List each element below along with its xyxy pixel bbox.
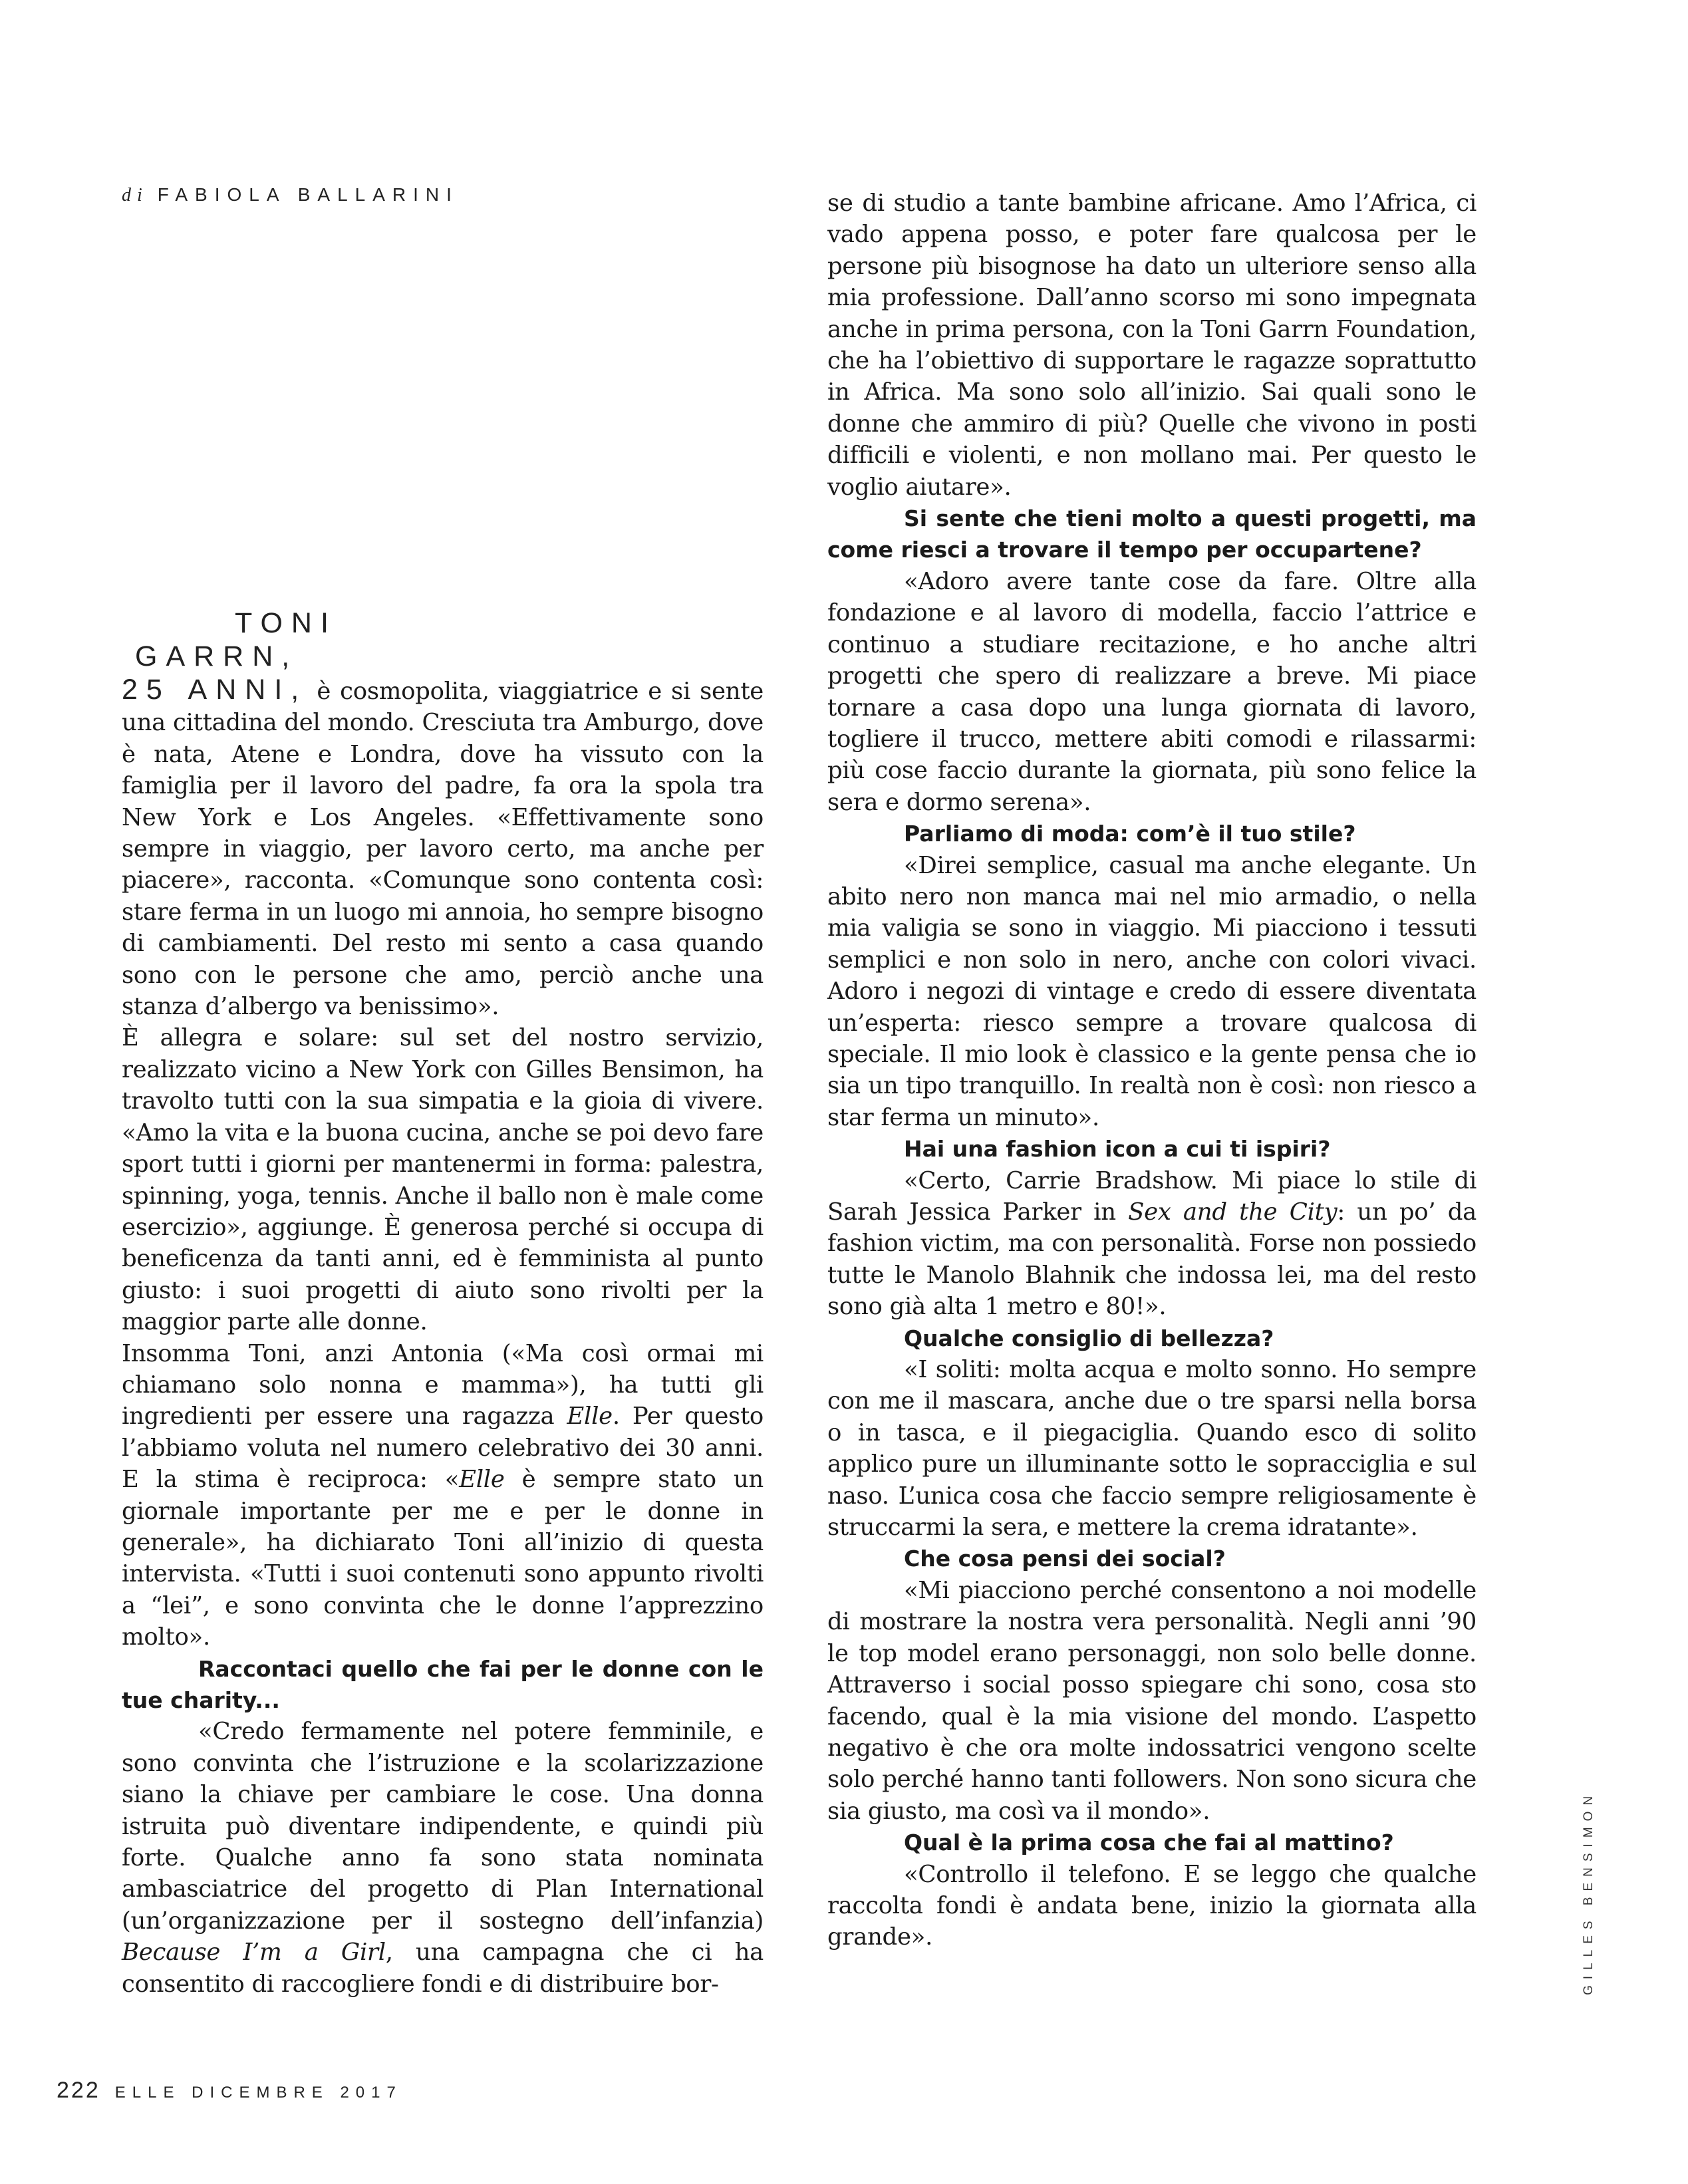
interview-answer <box>122 1716 764 2000</box>
intro-paragraph <box>122 607 764 1022</box>
magazine-name: Elle <box>567 1403 613 1431</box>
interview-answer: se di studio a tante bambine africane. Amo l’Africa, ci vado appena posso, e poter fare qualcosa per le persone più bisognose ha dato un ulteriore senso alla mia professione. Dall’anno scorso mi sono impegnata anche in prima persona, con la Toni Garrn Foundation, che ha l’obiettivo di supportare le ragazze soprattutto in Africa. Ma sono solo all’inizio. Sai quali sono le donne che ammiro di più? Quelle che vivono in posti difficili e violenti, e non mollano mai. Per questo le voglio aiutare». <box>827 190 1477 501</box>
page-number: 222 <box>57 2078 100 2103</box>
interview-question: Raccontaci quello che fai per le donne con le tue charity... <box>122 1655 764 1713</box>
text-run: Insomma Toni, anzi Antonia («Ma così ormai mi chiamano solo nonna e mamma»), ha tutti gli ingredienti per essere una ragazza <box>122 1339 764 1431</box>
byline-prefix: di <box>122 185 148 205</box>
lead-line-2: GARRN, <box>135 640 299 672</box>
interview-question: Qualche consiglio di bellezza? <box>904 1325 1274 1351</box>
magazine-issue: ELLE DICEMBRE 2017 <box>114 2084 402 2102</box>
body-paragraph <box>122 1338 764 1653</box>
interview-answer: «Direi semplice, casual ma anche elegante. Un abito nero non manca mai nel mio armadio, o nella mia valigia se sono in viaggio. Mi piacciono i tessuti semplici e non solo in nero, anche con colori vivaci. Adoro i negozi di vintage e credo di essere diventata un’esperta: riesco sempre a trovare qualcosa di speciale. Il mio look è classico e la gente pensa che io sia un tipo tranquillo. In realtà non è così: non riesco a star ferma un minuto». <box>827 851 1477 1131</box>
byline-author: FABIOLA BALLARINI <box>157 184 459 205</box>
lead-in <box>122 607 764 673</box>
tv-show-title: Sex and the City <box>1128 1198 1337 1226</box>
interview-question: Hai una fashion icon a cui ti ispiri? <box>904 1136 1331 1162</box>
intro-text: è cosmopolita, viaggiatrice e si sente una cittadina del mondo. Cresciuta tra Amburgo, dove è nata, Atene e Londra, dove ha vissuto con la famiglia per il lavoro del padre, fa ora la spola tra New York e Los Angeles. «Effettivamente sono sempre in viaggio, per lavoro certo, ma anche per piacere», racconta. «Comunque sono contenta così: stare ferma in un luogo mi annoia, ho sempre bisogno di cambiamenti. Del resto mi sento a casa quando sono con le persone che amo, perciò anche una stanza d’albergo va benissimo». <box>122 678 764 1021</box>
interview-question: Parliamo di moda: com’è il tuo stile? <box>904 821 1356 847</box>
interview-answer <box>827 1165 1477 1323</box>
interview-answer: «Mi piacciono perché consentono a noi modelle di mostrare la nostra vera personalità. Negli anni ’90 le top model erano personaggi, non solo belle donne. Attraverso i social posso spiegare chi sono, cosa sto facendo, qual è la mia visione del mondo. L’aspetto negativo è che ora molte indossatrici vengono scelte solo perché hanno tanti followers. Non sono sicura che sia giusto, ma così va il mondo». <box>827 1576 1477 1825</box>
magazine-name: Elle <box>459 1466 505 1494</box>
campaign-name: Because I’m a Girl <box>122 1939 386 1967</box>
text-run: : un po’ da fashion victim, ma con personalità. Forse non possiedo tutte le Manolo Blahnik che indossa lei, ma del resto sono già alta 1 metro e 80!». <box>827 1198 1477 1321</box>
interview-answer: «Controllo il telefono. E se leggo che qualche raccolta fondi è andata bene, inizio la giornata alla grande». <box>827 1860 1477 1951</box>
right-column <box>827 188 1477 1953</box>
lead-line-3: 25 ANNI, <box>122 674 308 706</box>
left-column <box>122 607 764 2000</box>
text-run: «Certo, Carrie Bradshow. Mi piace lo stile di Sarah Jessica Parker in <box>827 1166 1477 1226</box>
interview-question: Qual è la prima cosa che fai al mattino? <box>904 1830 1394 1856</box>
interview-answer: «I soliti: molta acqua e molto sonno. Ho sempre con me il mascara, anche due o tre sparsi nella borsa o in tasca, e il piegaciglia. Quando esco di solito applico pure un illuminante sotto le sopracciglia e sul naso. L’unica cosa che faccio sempre religiosamente è struccarmi la sera, e mettere la crema idratante». <box>827 1356 1477 1542</box>
photo-credit: GILLES BENSIMON <box>1582 1790 1596 1995</box>
interview-answer: «Adoro avere tante cose da fare. Oltre alla fondazione e al lavoro di modella, faccio l’attrice e continuo a studiare recitazione, e ho anche altri progetti che spero di realizzare a breve. Mi piace tornare a casa dopo una lunga giornata di lavoro, togliere il trucco, mettere abiti comodi e rilassarmi: più cose faccio durante la giornata, più sono felice la sera e dormo serena». <box>827 567 1477 816</box>
interview-question: Si sente che tieni molto a questi progetti, ma come riesci a trovare il tempo per occupartene? <box>827 505 1477 563</box>
byline <box>122 184 459 206</box>
text-run: . Per questo l’abbiamo voluta nel numero celebrativo dei 30 anni. E la stima è reciproca: « <box>122 1403 764 1494</box>
lead-line-1: TONI <box>235 607 337 639</box>
text-run: , una campagna che ci ha consentito di raccogliere fondi e di distribuire bor- <box>122 1939 764 1998</box>
text-run: «Credo fermamente nel potere femminile, e sono convinta che l’istruzione e la scolarizzazione siano la chiave per cambiare le cose. Una donna istruita può diventare indipendente, e quindi più forte. Qualche anno fa sono stata nominata ambasciatrice del progetto di Plan International (un’organizzazione per il sostegno dell’infanzia) <box>122 1718 764 1935</box>
body-paragraph: È allegra e solare: sul set del nostro servizio, realizzato vicino a New York con Gilles Bensimon, ha travolto tutti con la sua simpatia e la gioia di vivere. «Amo la vita e la buona cucina, anche se poi devo fare sport tutti i giorni per mantenermi in forma: palestra, spinning, yoga, tennis. Anche il ballo non è male come esercizio», aggiunge. È generosa perché si occupa di beneficenza da tanti anni, ed è femminista al punto giusto: i suoi progetti di aiuto sono rivolti per la maggior parte alle donne. <box>122 1024 764 1336</box>
interview-question: Che cosa pensi dei social? <box>904 1546 1226 1572</box>
text-run: è sempre stato un giornale importante per me e per le donne in generale», ha dichiarato Toni all’inizio di questa intervista. «Tutti i suoi contenuti sono appunto rivolti a “lei”, e sono convinta che le donne l’apprezzino molto». <box>122 1466 764 1651</box>
page-footer <box>57 2078 402 2104</box>
